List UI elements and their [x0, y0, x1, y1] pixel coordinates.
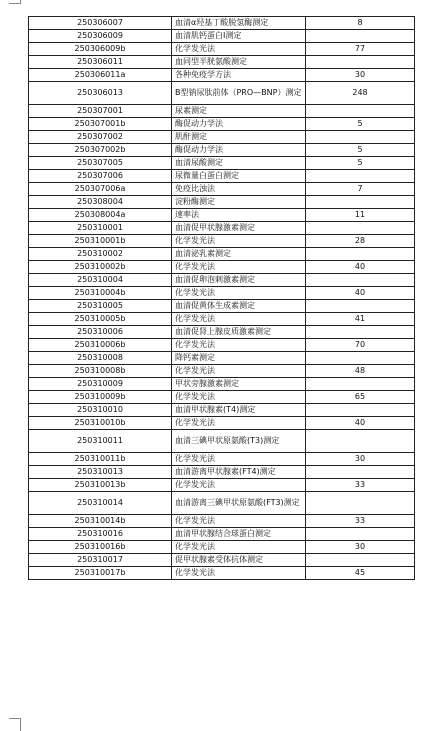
- table-row: [29, 326, 415, 339]
- table-row: [29, 222, 415, 235]
- item-price-cell: 33: [306, 479, 415, 492]
- item-name-cell: 肌酐测定: [172, 131, 306, 144]
- item-name-cell: 血同型半胱氨酸测定: [172, 56, 306, 69]
- item-code-cell: 250310013: [29, 466, 172, 479]
- item-name-cell: 血清促黄体生成素测定: [172, 300, 306, 313]
- item-code-cell: 250307002b: [29, 144, 172, 157]
- item-price-cell: [306, 466, 415, 479]
- item-code-cell: 250310009: [29, 378, 172, 391]
- table-row: [29, 157, 415, 170]
- table-row: [29, 541, 415, 554]
- crop-mark-bottom-left-v: [20, 718, 21, 731]
- table-row: [29, 300, 415, 313]
- table-row: [29, 313, 415, 326]
- item-name-cell: 血清甲状腺结合球蛋白测定: [172, 528, 306, 541]
- item-name-cell: 酶促动力学法: [172, 144, 306, 157]
- item-price-cell: 5: [306, 144, 415, 157]
- item-code-cell: 250310004b: [29, 287, 172, 300]
- item-code-cell: 250310017b: [29, 567, 172, 580]
- table-row: [29, 287, 415, 300]
- item-name-cell: 血清游离三碘甲状原氨酸(FT3)测定: [172, 492, 306, 515]
- item-code-cell: 250310014: [29, 492, 172, 515]
- item-code-cell: 250310011b: [29, 453, 172, 466]
- item-code-cell: 250306013: [29, 82, 172, 105]
- item-code-cell: 250306011a: [29, 69, 172, 82]
- table-row: [29, 69, 415, 82]
- table-row: [29, 466, 415, 479]
- item-code-cell: 250307001: [29, 105, 172, 118]
- item-code-cell: 250310008b: [29, 365, 172, 378]
- item-name-cell: 血清游离甲状腺素(FT4)测定: [172, 466, 306, 479]
- item-price-cell: [306, 554, 415, 567]
- item-name-cell: B型钠尿肽前体（PRO—BNP）测定: [172, 82, 306, 105]
- item-code-cell: 250310011: [29, 430, 172, 453]
- item-name-cell: 血清三碘甲状原氨酸(T3)测定: [172, 430, 306, 453]
- item-name-cell: 血清尿酸测定: [172, 157, 306, 170]
- table-row: [29, 144, 415, 157]
- table-row: [29, 261, 415, 274]
- table-row: [29, 235, 415, 248]
- item-code-cell: 250310002: [29, 248, 172, 261]
- table-row: [29, 170, 415, 183]
- item-code-cell: 250310016: [29, 528, 172, 541]
- item-price-cell: 33: [306, 515, 415, 528]
- table-row: [29, 274, 415, 287]
- item-name-cell: 血清α羟基丁酸脱氢酶测定: [172, 17, 306, 30]
- item-code-cell: 250310017: [29, 554, 172, 567]
- item-price-cell: [306, 131, 415, 144]
- item-price-cell: 30: [306, 453, 415, 466]
- item-name-cell: 化学发光法: [172, 339, 306, 352]
- item-price-cell: 45: [306, 567, 415, 580]
- table-row: [29, 479, 415, 492]
- table-row: [29, 417, 415, 430]
- item-name-cell: 尿微量白蛋白测定: [172, 170, 306, 183]
- item-price-cell: 8: [306, 17, 415, 30]
- item-name-cell: 血清促卵泡刺激素测定: [172, 274, 306, 287]
- item-code-cell: 250310005: [29, 300, 172, 313]
- item-price-cell: 70: [306, 339, 415, 352]
- item-price-cell: [306, 274, 415, 287]
- item-code-cell: 250310016b: [29, 541, 172, 554]
- item-code-cell: 250310013b: [29, 479, 172, 492]
- item-code-cell: 250308004: [29, 196, 172, 209]
- item-price-cell: [306, 430, 415, 453]
- item-price-cell: [306, 56, 415, 69]
- table-row: [29, 528, 415, 541]
- item-price-cell: 248: [306, 82, 415, 105]
- table-row: [29, 492, 415, 515]
- item-price-cell: [306, 170, 415, 183]
- item-price-cell: 28: [306, 235, 415, 248]
- item-code-cell: 250310010b: [29, 417, 172, 430]
- item-name-cell: 免疫比浊法: [172, 183, 306, 196]
- fee-table-body: [29, 17, 415, 580]
- table-row: [29, 404, 415, 417]
- item-price-cell: [306, 404, 415, 417]
- table-row: [29, 183, 415, 196]
- item-name-cell: 化学发光法: [172, 391, 306, 404]
- table-row: [29, 378, 415, 391]
- item-name-cell: 各种免疫学方法: [172, 69, 306, 82]
- table-row: [29, 43, 415, 56]
- item-name-cell: 化学发光法: [172, 541, 306, 554]
- item-name-cell: 降钙素测定: [172, 352, 306, 365]
- table-row: [29, 248, 415, 261]
- item-name-cell: 化学发光法: [172, 417, 306, 430]
- item-code-cell: 250310002b: [29, 261, 172, 274]
- item-price-cell: 77: [306, 43, 415, 56]
- table-row: [29, 30, 415, 43]
- item-name-cell: 血清促肾上腺皮质激素测定: [172, 326, 306, 339]
- table-row: [29, 391, 415, 404]
- item-name-cell: 速率法: [172, 209, 306, 222]
- item-price-cell: 40: [306, 287, 415, 300]
- table-row: [29, 17, 415, 30]
- item-price-cell: [306, 326, 415, 339]
- item-price-cell: 41: [306, 313, 415, 326]
- table-row: [29, 118, 415, 131]
- item-name-cell: 化学发光法: [172, 261, 306, 274]
- item-name-cell: 化学发光法: [172, 365, 306, 378]
- item-code-cell: 250307002: [29, 131, 172, 144]
- item-code-cell: 250310006: [29, 326, 172, 339]
- item-price-cell: 40: [306, 417, 415, 430]
- table-row: [29, 352, 415, 365]
- item-code-cell: 250306009b: [29, 43, 172, 56]
- item-name-cell: 化学发光法: [172, 479, 306, 492]
- item-price-cell: [306, 352, 415, 365]
- table-row: [29, 209, 415, 222]
- item-price-cell: 5: [306, 118, 415, 131]
- item-price-cell: [306, 248, 415, 261]
- item-price-cell: [306, 528, 415, 541]
- item-name-cell: 化学发光法: [172, 515, 306, 528]
- item-price-cell: 7: [306, 183, 415, 196]
- item-name-cell: 化学发光法: [172, 313, 306, 326]
- table-row: [29, 453, 415, 466]
- item-name-cell: 血清肌钙蛋白Ⅰ测定: [172, 30, 306, 43]
- item-name-cell: 甲状旁腺激素测定: [172, 378, 306, 391]
- item-code-cell: 250310006b: [29, 339, 172, 352]
- item-name-cell: 化学发光法: [172, 287, 306, 300]
- item-name-cell: 血清甲状腺素(T4)测定: [172, 404, 306, 417]
- item-code-cell: 250306007: [29, 17, 172, 30]
- item-code-cell: 250308004a: [29, 209, 172, 222]
- table-row: [29, 339, 415, 352]
- item-code-cell: 250307006a: [29, 183, 172, 196]
- item-code-cell: 250310004: [29, 274, 172, 287]
- item-price-cell: [306, 222, 415, 235]
- item-name-cell: 化学发光法: [172, 453, 306, 466]
- table-row: [29, 567, 415, 580]
- crop-mark-top-left-v: [20, 0, 21, 4]
- item-code-cell: 250310014b: [29, 515, 172, 528]
- item-code-cell: 250307006: [29, 170, 172, 183]
- item-price-cell: [306, 378, 415, 391]
- item-name-cell: 酶促动力学法: [172, 118, 306, 131]
- table-row: [29, 82, 415, 105]
- item-price-cell: 5: [306, 157, 415, 170]
- item-name-cell: 化学发光法: [172, 43, 306, 56]
- table-row: [29, 430, 415, 453]
- item-price-cell: [306, 300, 415, 313]
- item-name-cell: 促甲状腺素受体抗体测定: [172, 554, 306, 567]
- table-row: [29, 365, 415, 378]
- item-price-cell: [306, 492, 415, 515]
- item-code-cell: 250306011: [29, 56, 172, 69]
- item-code-cell: 250310010: [29, 404, 172, 417]
- item-price-cell: [306, 30, 415, 43]
- item-code-cell: 250310005b: [29, 313, 172, 326]
- item-code-cell: 250307005: [29, 157, 172, 170]
- item-name-cell: 淀粉酶测定: [172, 196, 306, 209]
- table-row: [29, 56, 415, 69]
- item-price-cell: 30: [306, 69, 415, 82]
- item-code-cell: 250310008: [29, 352, 172, 365]
- item-price-cell: [306, 196, 415, 209]
- item-price-cell: 65: [306, 391, 415, 404]
- item-name-cell: 尿素测定: [172, 105, 306, 118]
- item-name-cell: 血清泌乳素测定: [172, 248, 306, 261]
- item-name-cell: 血清促甲状腺激素测定: [172, 222, 306, 235]
- table-row: [29, 196, 415, 209]
- item-name-cell: 化学发光法: [172, 567, 306, 580]
- table-row: [29, 554, 415, 567]
- item-price-cell: 48: [306, 365, 415, 378]
- item-price-cell: [306, 105, 415, 118]
- item-price-cell: 11: [306, 209, 415, 222]
- item-code-cell: 250310001: [29, 222, 172, 235]
- table-row: [29, 515, 415, 528]
- item-name-cell: 化学发光法: [172, 235, 306, 248]
- fee-table: [28, 16, 415, 580]
- table-row: [29, 105, 415, 118]
- item-code-cell: 250306009: [29, 30, 172, 43]
- item-code-cell: 250307001b: [29, 118, 172, 131]
- table-row: [29, 131, 415, 144]
- item-price-cell: 30: [306, 541, 415, 554]
- item-price-cell: 40: [306, 261, 415, 274]
- item-code-cell: 250310001b: [29, 235, 172, 248]
- item-code-cell: 250310009b: [29, 391, 172, 404]
